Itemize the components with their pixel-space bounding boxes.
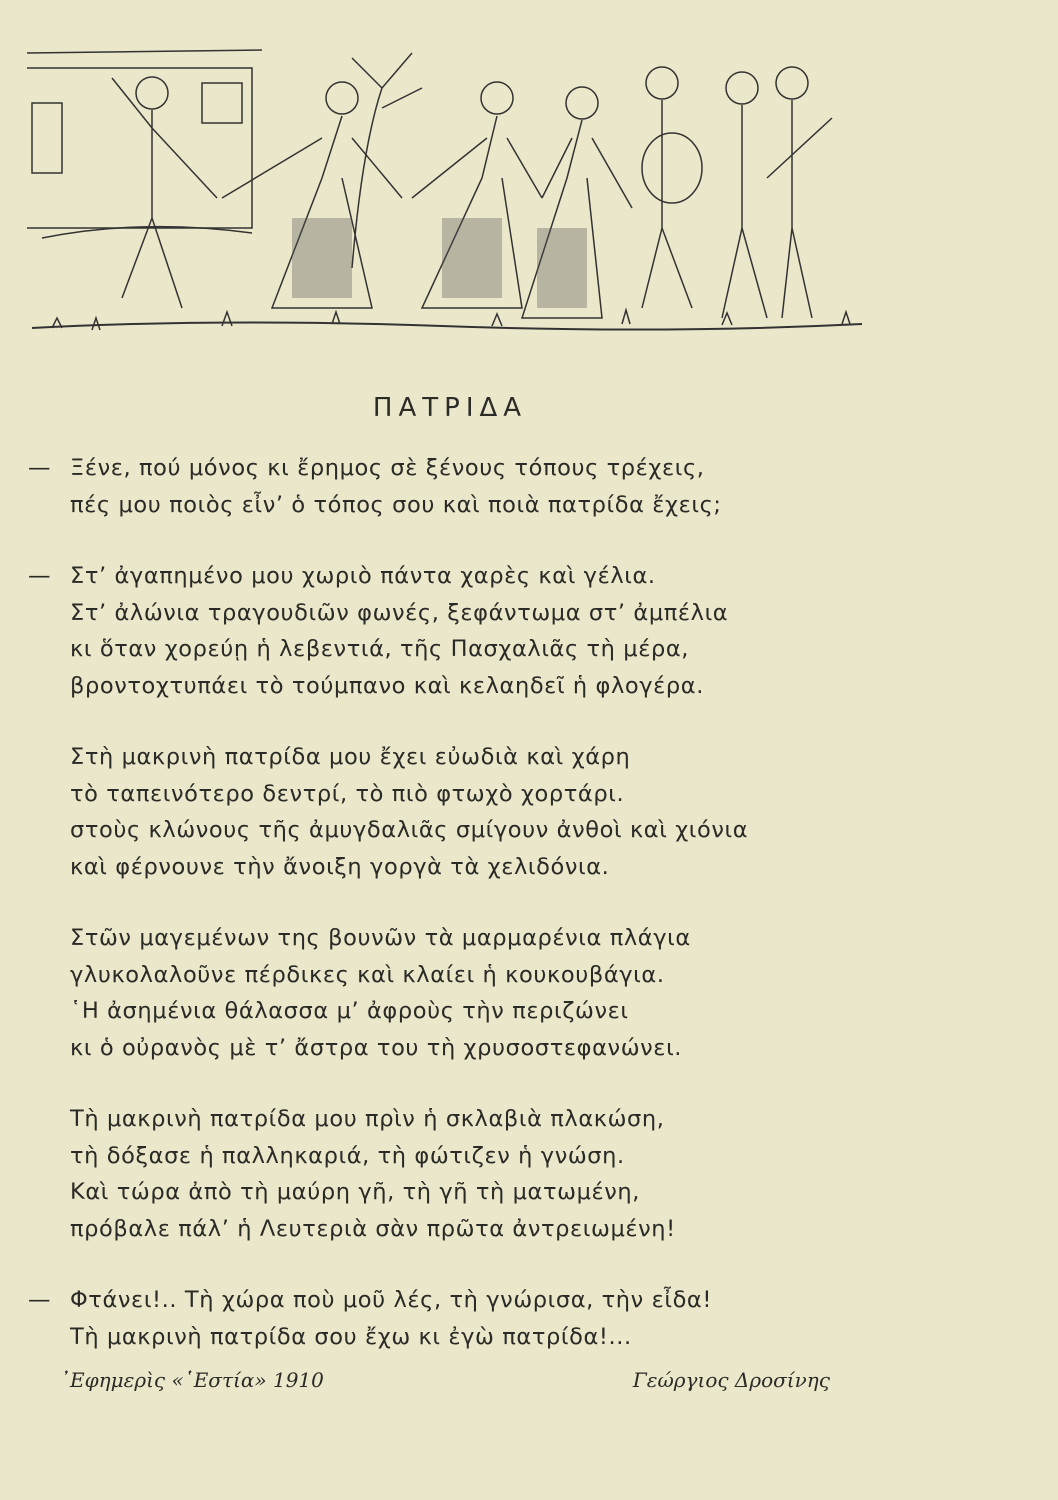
dialogue-dash: — xyxy=(28,455,52,481)
stanza xyxy=(28,1282,908,1355)
poem-line: βροντοχτυπάει τὸ τούμπανο καὶ κελαηδεῖ ἡ φλογέρα. xyxy=(70,672,704,699)
poem-line: πές μου ποιὸς εἶν’ ὁ τόπος σου καὶ ποιὰ πατρίδα ἔχεις; xyxy=(70,491,722,518)
poem-line: Τὴ μακρινὴ πατρίδα μου πρὶν ἡ σκλαβιὰ πλακώση, xyxy=(70,1106,665,1132)
poem xyxy=(28,450,908,1389)
source-citation: ᾿Εφημερὶς «῾Εστία» 1910 xyxy=(60,1368,324,1392)
poem-line xyxy=(28,450,908,487)
poem-line xyxy=(28,1282,908,1319)
poem-line: ῾Η ἀσημένια θάλασσα μ’ ἀφροὺς τὴν περιζώνει xyxy=(70,998,629,1024)
poem-line: γλυκολαλοῦνε πέρδικες καὶ κλαίει ἡ κουκουβάγια. xyxy=(70,961,665,988)
stanza xyxy=(28,920,908,1066)
stanza xyxy=(28,450,908,523)
dialogue-dash: — xyxy=(28,1287,52,1313)
poem-title: ΠΑΤΡΙΔΑ xyxy=(372,393,528,424)
poem-line: κι ὅταν χορεύῃ ἡ λεβεντιά, τῆς Πασχαλιᾶς τὴ μέρα, xyxy=(70,636,690,662)
stanza xyxy=(28,558,908,704)
poem-line xyxy=(28,558,908,595)
poem-line: καὶ φέρνουνε τὴν ἄνοιξη γοργὰ τὰ χελιδόνια. xyxy=(70,853,610,880)
dialogue-dash: — xyxy=(28,563,52,589)
poem-line: κι ὁ οὐρανὸς μὲ τ’ ἄστρα του τὴ χρυσοστεφανώνει. xyxy=(70,1034,683,1061)
line-text: Ξένε, πού μόνος κι ἔρημος σὲ ξένους τόπους τρέχεις, xyxy=(70,455,705,481)
line-text: Φτάνει!.. Τὴ χώρα ποὺ μοῦ λές, τὴ γνώρισα, τὴν εἶδα! xyxy=(70,1287,712,1313)
poem-line: Στῶν μαγεμένων της βουνῶν τὰ μαρμαρένια πλάγια xyxy=(70,925,691,951)
poem-line: Καὶ τώρα ἀπὸ τὴ μαύρη γῆ, τὴ γῆ τὴ ματωμένη, xyxy=(70,1179,641,1205)
line-text: Στ’ ἀγαπημένο μου χωριὸ πάντα χαρὲς καὶ γέλια. xyxy=(70,563,656,589)
poem-line: Στὴ μακρινὴ πατρίδα μου ἔχει εὐωδιὰ καὶ χάρη xyxy=(70,744,631,770)
poem-line: τὴ δόξασε ἡ παλληκαριά, τὴ φώτιζεν ἡ γνώση. xyxy=(70,1142,625,1169)
stanza xyxy=(28,1101,908,1247)
poem-line: στοὺς κλώνους τῆς ἀμυγδαλιᾶς σμίγουν ἀνθοὶ καὶ χιόνια xyxy=(70,817,749,843)
author-name: Γεώργιος Δροσίνης xyxy=(632,1368,830,1392)
stanza xyxy=(28,739,908,885)
folk-dance-illustration xyxy=(22,28,902,343)
poem-line: πρόβαλε πάλ’ ἡ Λευτεριὰ σὰν πρῶτα ἀντρειωμένη! xyxy=(70,1215,676,1242)
poem-line: τὸ ταπεινότερο δεντρί, τὸ πιὸ φτωχὸ χορτάρι. xyxy=(70,780,625,807)
poem-line: Στ’ ἀλώνια τραγουδιῶν φωνές, ξεφάντωμα στ’ ἀμπέλια xyxy=(70,599,729,626)
poem-line: Τὴ μακρινὴ πατρίδα σου ἔχω κι ἐγὼ πατρίδα!... xyxy=(70,1323,632,1350)
